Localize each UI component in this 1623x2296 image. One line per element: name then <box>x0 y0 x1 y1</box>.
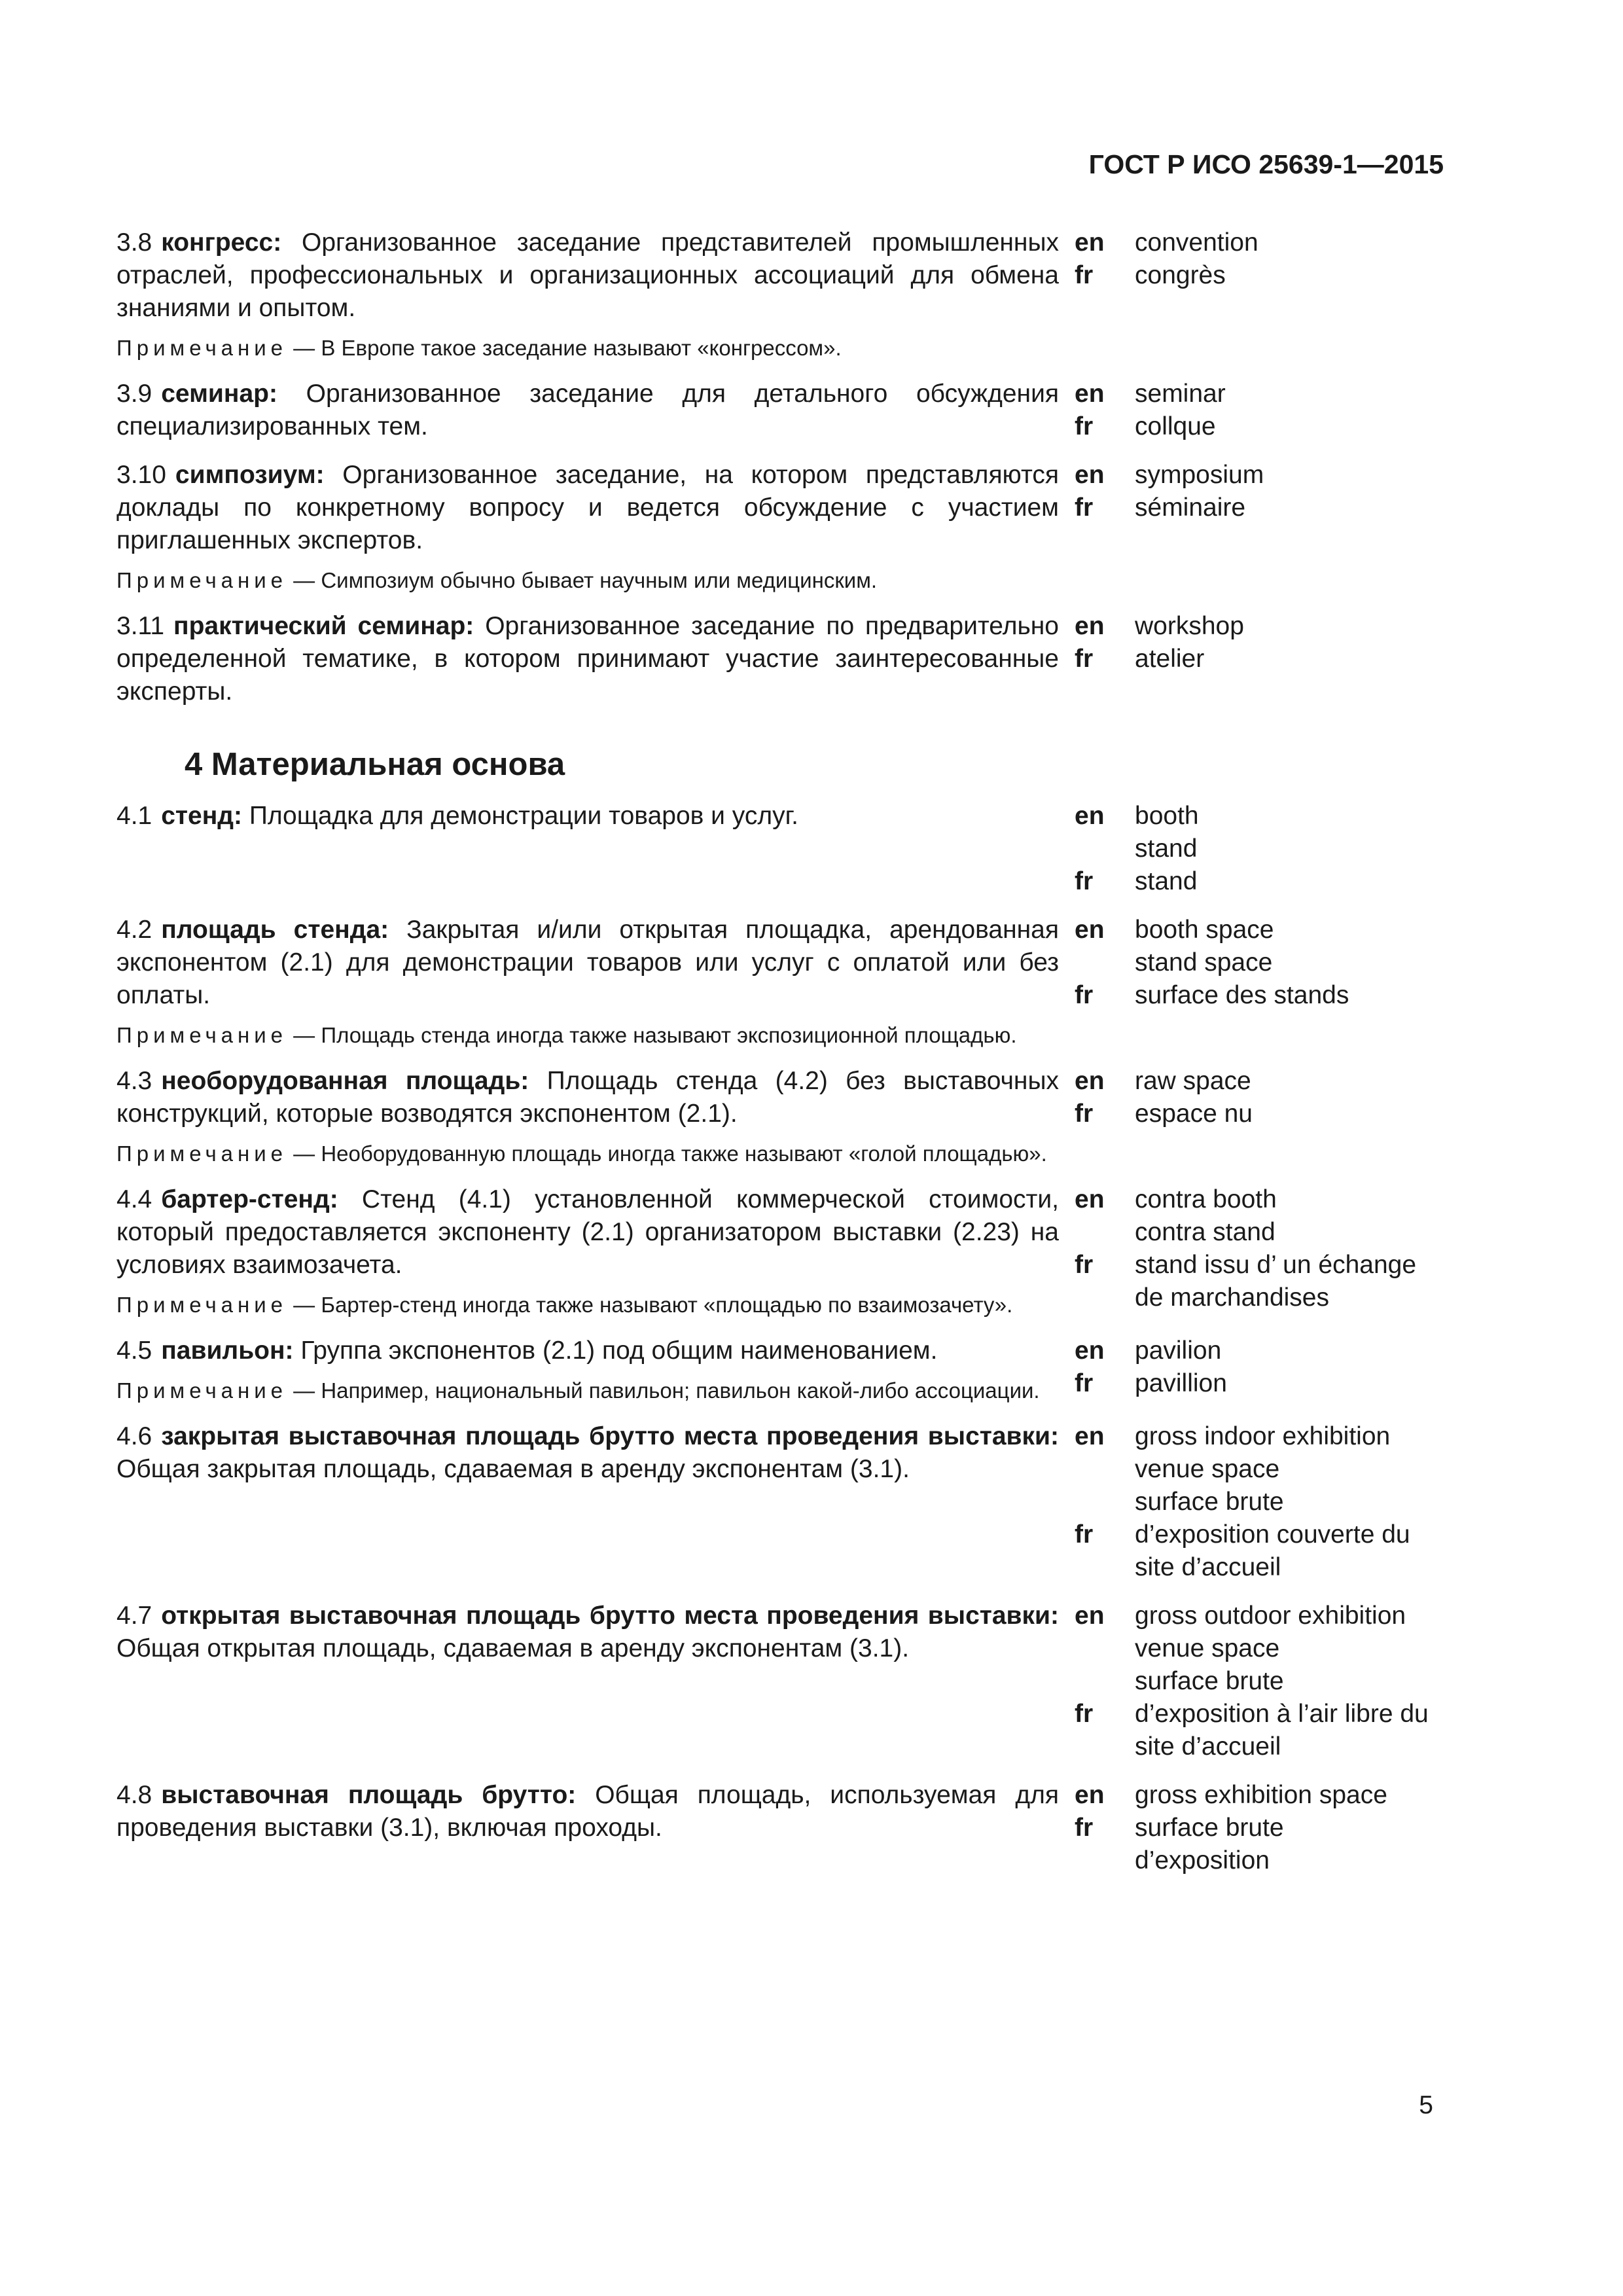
note-text: — Например, национальный павильон; павильон какой-либо ассоциации. <box>287 1378 1040 1403</box>
term-definition-block <box>116 610 1059 708</box>
term-name: открытая выставочная площадь брутто места проведения выставки: <box>161 1602 1059 1630</box>
term-number: 3.10 <box>116 461 166 489</box>
language-code <box>1075 1216 1135 1249</box>
term-definition: Площадка для демонстрации товаров и услуг. <box>242 802 798 830</box>
foreign-equivalents <box>1135 1065 1445 1168</box>
term-definition-block <box>116 1600 1059 1763</box>
page-number: 5 <box>1419 2091 1433 2119</box>
term-number: 4.7 <box>116 1602 152 1630</box>
term-name: площадь стенда: <box>161 916 389 944</box>
language-code: en <box>1075 1185 1105 1213</box>
foreign-equivalents <box>1135 1779 1445 1877</box>
term-definition: Организованное заседание для детального обсуждения специализированных тем. <box>116 380 1059 440</box>
language-code: en <box>1075 1602 1105 1630</box>
foreign-equivalent: pavillion <box>1135 1369 1227 1397</box>
language-codes <box>1075 914 1135 1049</box>
term-entry <box>116 1335 1445 1405</box>
foreign-equivalents <box>1135 914 1445 1049</box>
term-definition: Общая закрытая площадь, сдаваемая в аренду экспонентам (3.1). <box>116 1455 910 1483</box>
language-code: fr <box>1075 1700 1094 1728</box>
foreign-equivalents <box>1135 610 1445 708</box>
term-number: 4.8 <box>116 1781 152 1809</box>
language-code: en <box>1075 802 1105 830</box>
foreign-equivalent: congrès <box>1135 261 1226 289</box>
note-label: Примечание <box>116 1141 288 1166</box>
note-text: — Бартер-стенд иногда также называют «площадью по взаимозачету». <box>287 1293 1013 1317</box>
foreign-equivalent: stand space <box>1135 948 1273 977</box>
language-codes <box>1075 610 1135 708</box>
term-definition-block <box>116 1420 1059 1584</box>
term-definition-block <box>116 459 1059 594</box>
language-code: en <box>1075 1336 1105 1365</box>
foreign-equivalent: de marchandises <box>1135 1283 1329 1312</box>
note-text: — Симпозиум обычно бывает научным или медицинским. <box>287 568 878 592</box>
foreign-equivalent: site d’accueil <box>1135 1732 1281 1761</box>
foreign-equivalent: stand <box>1135 834 1198 863</box>
foreign-equivalents <box>1135 226 1445 362</box>
term-number: 3.9 <box>116 380 152 408</box>
foreign-equivalents <box>1135 459 1445 594</box>
note-label: Примечание <box>116 1023 288 1047</box>
term-note <box>116 334 1059 362</box>
language-code: fr <box>1075 645 1094 673</box>
term-name: бартер-стенд: <box>161 1185 338 1213</box>
language-code: fr <box>1075 867 1094 895</box>
foreign-equivalent: booth space <box>1135 916 1274 944</box>
term-number: 4.1 <box>116 802 152 830</box>
foreign-equivalent: pavilion <box>1135 1336 1222 1365</box>
term-number: 4.4 <box>116 1185 152 1213</box>
document-body <box>116 226 1445 1893</box>
foreign-equivalent: contra stand <box>1135 1218 1275 1246</box>
term-definition: Организованное заседание представителей промышленных отраслей, профессиональных и организационных ассоциаций для обмена знаниями и опытом. <box>116 228 1059 322</box>
term-entry <box>116 610 1445 708</box>
term-note <box>116 1139 1059 1168</box>
term-entry <box>116 1600 1445 1763</box>
term-number: 3.8 <box>116 228 152 257</box>
foreign-equivalent: d’exposition à l’air libre du <box>1135 1700 1429 1728</box>
language-codes <box>1075 1779 1135 1877</box>
section-heading: 4 Материальная основа <box>185 747 565 782</box>
term-name: выставочная площадь брутто: <box>161 1781 577 1809</box>
term-name: конгресс: <box>161 228 282 257</box>
note-label: Примечание <box>116 1293 288 1317</box>
foreign-equivalent: surface brute <box>1135 1667 1284 1695</box>
term-name: павильон: <box>161 1336 294 1365</box>
term-entry <box>116 1183 1445 1319</box>
foreign-equivalent: workshop <box>1135 612 1244 640</box>
term-name: необорудованная площадь: <box>161 1067 529 1095</box>
foreign-equivalents <box>1135 800 1445 898</box>
language-codes <box>1075 226 1135 362</box>
foreign-equivalent: venue space <box>1135 1634 1280 1662</box>
foreign-equivalents <box>1135 1600 1445 1763</box>
foreign-equivalent: convention <box>1135 228 1258 257</box>
foreign-equivalent: séminaire <box>1135 493 1246 522</box>
language-codes <box>1075 1065 1135 1168</box>
language-codes <box>1075 1335 1135 1405</box>
term-note <box>116 1376 1059 1405</box>
term-entry <box>116 459 1445 594</box>
foreign-equivalent: gross outdoor exhibition <box>1135 1602 1406 1630</box>
foreign-equivalent: raw space <box>1135 1067 1251 1095</box>
term-definition-block <box>116 800 1059 898</box>
foreign-equivalent: d’exposition <box>1135 1846 1270 1874</box>
foreign-equivalent: venue space <box>1135 1455 1280 1483</box>
language-code: fr <box>1075 1520 1094 1549</box>
term-number: 4.2 <box>116 916 152 944</box>
foreign-equivalent: gross exhibition space <box>1135 1781 1387 1809</box>
language-codes <box>1075 1420 1135 1584</box>
term-entry <box>116 1065 1445 1168</box>
foreign-equivalents <box>1135 378 1445 443</box>
term-entry <box>116 378 1445 443</box>
term-definition-block <box>116 1779 1059 1877</box>
term-number: 3.11 <box>116 612 165 640</box>
language-code: fr <box>1075 1100 1094 1128</box>
language-code: en <box>1075 228 1105 257</box>
term-definition-block <box>116 226 1059 362</box>
term-name: семинар: <box>161 380 277 408</box>
foreign-equivalent: seminar <box>1135 380 1226 408</box>
language-code: fr <box>1075 981 1094 1009</box>
term-definition: Закрытая и/или открытая площадка, арендованная экспонентом (2.1) для демонстрации товаров или услуг с оплатой или без оплаты. <box>116 916 1059 1009</box>
foreign-equivalent: atelier <box>1135 645 1205 673</box>
language-code: en <box>1075 380 1105 408</box>
term-entry <box>116 800 1445 898</box>
term-definition: Организованное заседание, на котором представляются доклады по конкретному вопросу и ведется обсуждение с участием приглашенных экспертов. <box>116 461 1059 554</box>
foreign-equivalent: stand issu d’ un échange <box>1135 1251 1417 1279</box>
term-definition-block <box>116 1335 1059 1405</box>
term-entry <box>116 1779 1445 1877</box>
term-name: симпозиум: <box>175 461 325 489</box>
foreign-equivalents <box>1135 1183 1445 1319</box>
language-code <box>1075 1665 1135 1698</box>
term-note <box>116 1021 1059 1049</box>
foreign-equivalent: site d’accueil <box>1135 1553 1281 1581</box>
language-code: en <box>1075 612 1105 640</box>
term-entry <box>116 914 1445 1049</box>
term-entry <box>116 1420 1445 1584</box>
language-code: fr <box>1075 1369 1094 1397</box>
term-definition-block <box>116 1183 1059 1319</box>
language-code: fr <box>1075 412 1094 440</box>
language-codes <box>1075 1600 1135 1763</box>
note-label: Примечание <box>116 568 288 592</box>
term-entry <box>116 226 1445 362</box>
language-codes <box>1075 1183 1135 1319</box>
term-number: 4.3 <box>116 1067 152 1095</box>
foreign-equivalents <box>1135 1335 1445 1405</box>
language-code <box>1075 1632 1135 1665</box>
term-definition-block <box>116 1065 1059 1168</box>
language-code <box>1075 1486 1135 1518</box>
language-code <box>1075 833 1135 865</box>
foreign-equivalents <box>1135 1420 1445 1584</box>
foreign-equivalent: surface des stands <box>1135 981 1349 1009</box>
language-code: en <box>1075 1422 1105 1450</box>
note-label: Примечание <box>116 336 288 360</box>
language-code: en <box>1075 1067 1105 1095</box>
foreign-equivalent: booth <box>1135 802 1199 830</box>
note-text: — В Европе такое заседание называют «конгрессом». <box>287 336 842 360</box>
language-code <box>1075 1731 1135 1763</box>
document-header-standard: ГОСТ Р ИСО 25639-1—2015 <box>1088 149 1444 179</box>
foreign-equivalent: d’exposition couverte du <box>1135 1520 1410 1549</box>
language-codes <box>1075 459 1135 594</box>
language-code <box>1075 1453 1135 1486</box>
foreign-equivalent: symposium <box>1135 461 1264 489</box>
term-number: 4.5 <box>116 1336 152 1365</box>
term-name: практический семинар: <box>173 612 474 640</box>
term-definition: Площадь стенда (4.2) без выставочных конструкций, которые возводятся экспонентом (2.1). <box>116 1067 1059 1128</box>
language-code: en <box>1075 1781 1105 1809</box>
language-code: fr <box>1075 261 1094 289</box>
note-label: Примечание <box>116 1378 288 1403</box>
language-codes <box>1075 378 1135 443</box>
language-code: en <box>1075 461 1105 489</box>
foreign-equivalent: espace nu <box>1135 1100 1253 1128</box>
term-definition: Стенд (4.1) установленной коммерческой стоимости, который предоставляется экспоненту (2.1) организатором выставки (2.23) на условиях взаимозачета. <box>116 1185 1059 1279</box>
term-note <box>116 566 1059 594</box>
language-code <box>1075 1551 1135 1584</box>
term-definition-block <box>116 914 1059 1049</box>
term-definition: Организованное заседание по предварительно определенной тематике, в котором принимают участие заинтересованные эксперты. <box>116 612 1059 706</box>
note-text: — Необорудованную площадь иногда также называют «голой площадью». <box>287 1141 1047 1166</box>
term-definition: Общая открытая площадь, сдаваемая в аренду экспонентам (3.1). <box>116 1634 910 1662</box>
foreign-equivalent: stand <box>1135 867 1198 895</box>
term-definition: Группа экспонентов (2.1) под общим наименованием. <box>293 1336 938 1365</box>
language-code: en <box>1075 916 1105 944</box>
term-definition-block <box>116 378 1059 443</box>
foreign-equivalent: collque <box>1135 412 1216 440</box>
language-code: fr <box>1075 493 1094 522</box>
foreign-equivalent: contra booth <box>1135 1185 1277 1213</box>
foreign-equivalent: surface brute <box>1135 1814 1284 1842</box>
foreign-equivalent: gross indoor exhibition <box>1135 1422 1391 1450</box>
term-name: закрытая выставочная площадь брутто места проведения выставки: <box>161 1422 1059 1450</box>
term-name: стенд: <box>161 802 242 830</box>
language-code: fr <box>1075 1814 1094 1842</box>
language-code <box>1075 1282 1135 1314</box>
language-codes <box>1075 800 1135 898</box>
term-note <box>116 1291 1059 1319</box>
note-text: — Площадь стенда иногда также называют экспозиционной площадью. <box>287 1023 1017 1047</box>
language-code: fr <box>1075 1251 1094 1279</box>
term-definition: Общая площадь, используемая для проведения выставки (3.1), включая проходы. <box>116 1781 1059 1842</box>
term-number: 4.6 <box>116 1422 152 1450</box>
language-code <box>1075 946 1135 979</box>
language-code <box>1075 1844 1135 1877</box>
foreign-equivalent: surface brute <box>1135 1488 1284 1516</box>
